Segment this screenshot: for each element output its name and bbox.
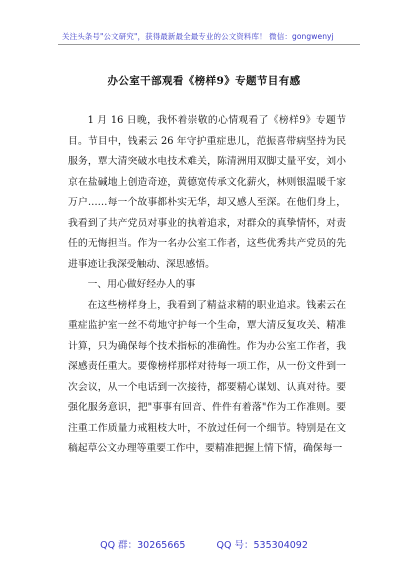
footer-qq-number: QQ 号：535304092 xyxy=(216,540,308,551)
document-title: 办公室干部观看《榜样9》专题节目有感 xyxy=(107,75,301,87)
paragraph-section-1: 在这些榜样身上，我看到了精益求精的职业追求。钱素云在重症监护室一丝不苟地守护每一个生命，覃大清反复攻关、精准计算，只为确保每个技术指标的准确性。作为办公室工作者，我深感责任重大。要像榜样那样对待每一项工作，从一份文件到一次会议，从一个电话到一次接待，都要精心谋划、认真对待。要强化服务意识，把"事事有回音、件件有着落"作为工作准则。要注重工作质量力戒粗枝大叶，不放过任何一个细节。特别是在文稿起草公文办理等重要工作中，要精准把握上情下情，确保每一 xyxy=(68,299,346,454)
document-body xyxy=(68,111,346,460)
page-footer xyxy=(0,537,408,551)
section-heading: 一、用心做好经办人的事 xyxy=(87,279,196,290)
paragraph-intro: 1 月 16 日晚，我怀着崇敬的心情观看了《榜样9》专题节目。节目中，钱素云 26 年守护重症患儿，范振喜带病坚持为民服务，覃大清突破水电技术难关，陈清洲用双脚丈量平安，刘小京在盐碱地上创造奇迹，黄德宽传承文化薪火，林则银温暖千家万户……每一个故事都朴实无华，却又感人至深。在他们身上，我看到了共产党员对事业的执着追求，对群众的真挚情怀，对责任的无悔担当。作为一名办公室工作者，这些优秀共产党员的先进事迹让我深受触动、深思感悟。 xyxy=(68,115,346,270)
page-header-text: 关注头条号"公文研究"，获得最新最全最专业的公文资料库！ 微信：gongwenyj xyxy=(62,32,334,41)
header-divider xyxy=(58,44,360,45)
footer-qq-group: QQ 群：30265665 xyxy=(100,540,186,551)
